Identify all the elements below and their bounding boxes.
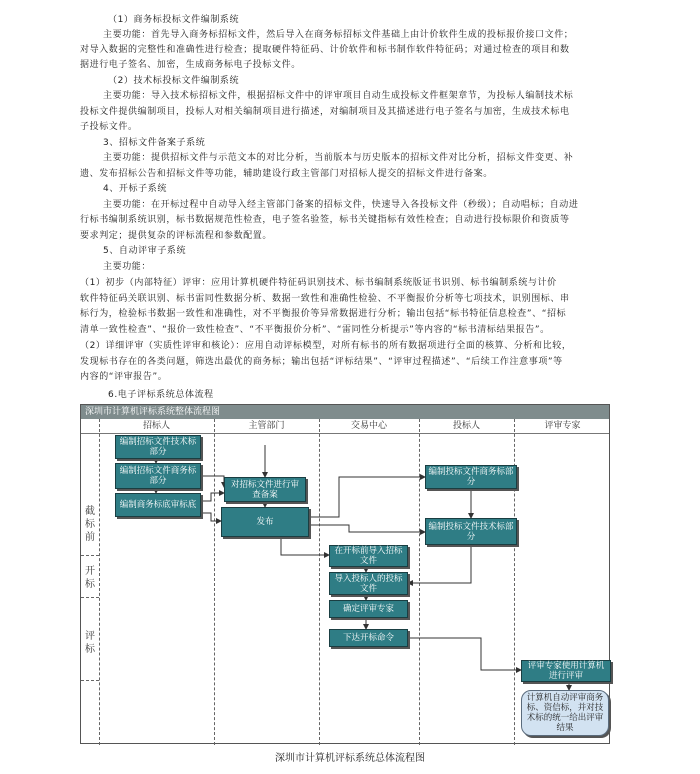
text-line: 标行为，检验标书数据一致性和准确性，对不平衡报价等异常数据进行分析；输出包括“标书特征信息检查”、“招标	[80, 309, 567, 319]
step-expert-review: 评审专家使用计算机进行评审	[521, 660, 611, 682]
text-line: 内容的“评审报告”。	[80, 372, 168, 382]
text-line: 子投标文件。	[80, 122, 138, 132]
phase-label-before-deadline: 截标前	[85, 506, 95, 543]
lane-header-experts: 评审专家	[544, 421, 581, 431]
text-line: （2）技术标投标文件编制系统	[108, 76, 240, 86]
text-line: 行标书编制系统识别，标书数据规范性检查，电子签名验签，标书关键指标有效性检查；自动进行投标限价和资质等	[80, 215, 570, 225]
step-bid-technical: 编制投标文件技术标部分	[425, 518, 517, 545]
text-line: （2）详细评审（实质性评审和核论）：应用自动评标模型，对所有标书的所有数据项进行全面的核算、分析和比较，	[80, 341, 572, 351]
text-line: 遗、发布招标公告和招标文件等功能，辅助建设行政主管部门对招标人提交的招标文件进行备案。	[80, 169, 493, 179]
text-line: 3、招标文件备案子系统	[103, 138, 206, 148]
text-line: 主要功能：导入技术标招标文件，根据招标文件中的评审项目自动生成投标文件框架章节，为投标人编制技术标	[103, 91, 574, 101]
lane-header-trading-center: 交易中心	[350, 421, 387, 431]
text-line: 5、自动评审子系统	[103, 246, 187, 256]
flowchart-title: 深圳市计算机评标系统整体流程图	[81, 405, 609, 419]
lane-header-tenderer: 招标人	[142, 421, 170, 431]
text-line: 4、开标子系统	[103, 184, 167, 194]
text-line: 清单一致性检查”、“报价一致性检查”、“不平衡报价分析”、“雷同性分析提示”等内容的“标书清标结果报告”。	[80, 325, 550, 335]
text-line: 对导入数据的完整性和准确性进行检查；提取硬件特征码、计价软件和标书制作软件特征码；对通过检查的项目和数	[80, 45, 570, 55]
text-line: （1）初步（内部特征）评审：应用计算机硬件特征码识别技术、标书编制系统版证书识别、标书编制系统与计价	[80, 278, 557, 288]
step-import-tender: 在开标前导入招标文件	[329, 545, 408, 567]
flowchart	[80, 404, 610, 744]
phase-label-opening: 开标	[85, 566, 95, 590]
text-line: 6.电子评标系统总体流程	[108, 390, 214, 400]
text-line: 主要功能：	[103, 262, 152, 272]
figure-caption: 深圳市计算机评标系统总体流程图	[275, 753, 425, 764]
text-line: 要求判定；提供复杂的评标流程和参数配置。	[80, 231, 273, 241]
phase-label-evaluation: 评标	[85, 631, 95, 655]
step-tender-commercial: 编制招标文件商务标部分	[115, 463, 201, 489]
step-bid-commercial: 编制投标文件商务标部分	[425, 465, 517, 489]
step-import-bids: 导入投标人的投标文件	[329, 572, 408, 595]
text-line: 发现标书存在的各类问题，筛选出最优的商务标；输出包括“评标结果”、“评审过程描述”、“后续工作注意事项”等	[80, 357, 563, 367]
text-line: 主要功能：提供招标文件与示范文本的对比分析，当前版本与历史版本的招标文件对比分析，招标文件变更、补	[103, 153, 574, 163]
lane-header-authority: 主管部门	[248, 421, 285, 431]
step-publish: 发布	[221, 507, 309, 537]
step-tender-technical: 编制招标文件技术标部分	[115, 435, 201, 459]
step-open-bids: 下达开标命令	[329, 629, 408, 647]
lane-header-bidder: 投标人	[452, 421, 480, 431]
step-base-price: 编制商务标底审标底	[115, 493, 201, 517]
step-review-filing: 对招标文件进行审查备案	[224, 477, 306, 502]
text-line: （1）商务标投标文件编制系统	[108, 15, 240, 25]
text-line: 据进行电子签名、加密，生成商务标电子投标文件。	[80, 60, 301, 70]
text-line: 软件特征码关联识别、标书雷同性数据分析、数据一致性和准确性检验、不平衡报价分析等七项技术，识别围标、串	[80, 294, 570, 304]
text-line: 投标文件提供编制项目，投标人对相关编制项目进行描述，对编制项目及其描述进行电子签名与加密，生成技术标电	[80, 107, 570, 117]
text-line: 主要功能：首先导入商务标招标文件，然后导入在商务标招标文件基础上由计价软件生成的投标报价接口文件；	[103, 30, 574, 40]
step-auto-evaluation: 计算机自动评审商务标、资信标，并对技术标的统一给出评审结果	[521, 690, 609, 736]
step-select-experts: 确定评审专家	[329, 600, 408, 618]
text-line: 主要功能：在开标过程中自动导入经主管部门备案的招标文件，快速导入各投标文件（秒级）；自动唱标；自动进	[103, 200, 579, 210]
